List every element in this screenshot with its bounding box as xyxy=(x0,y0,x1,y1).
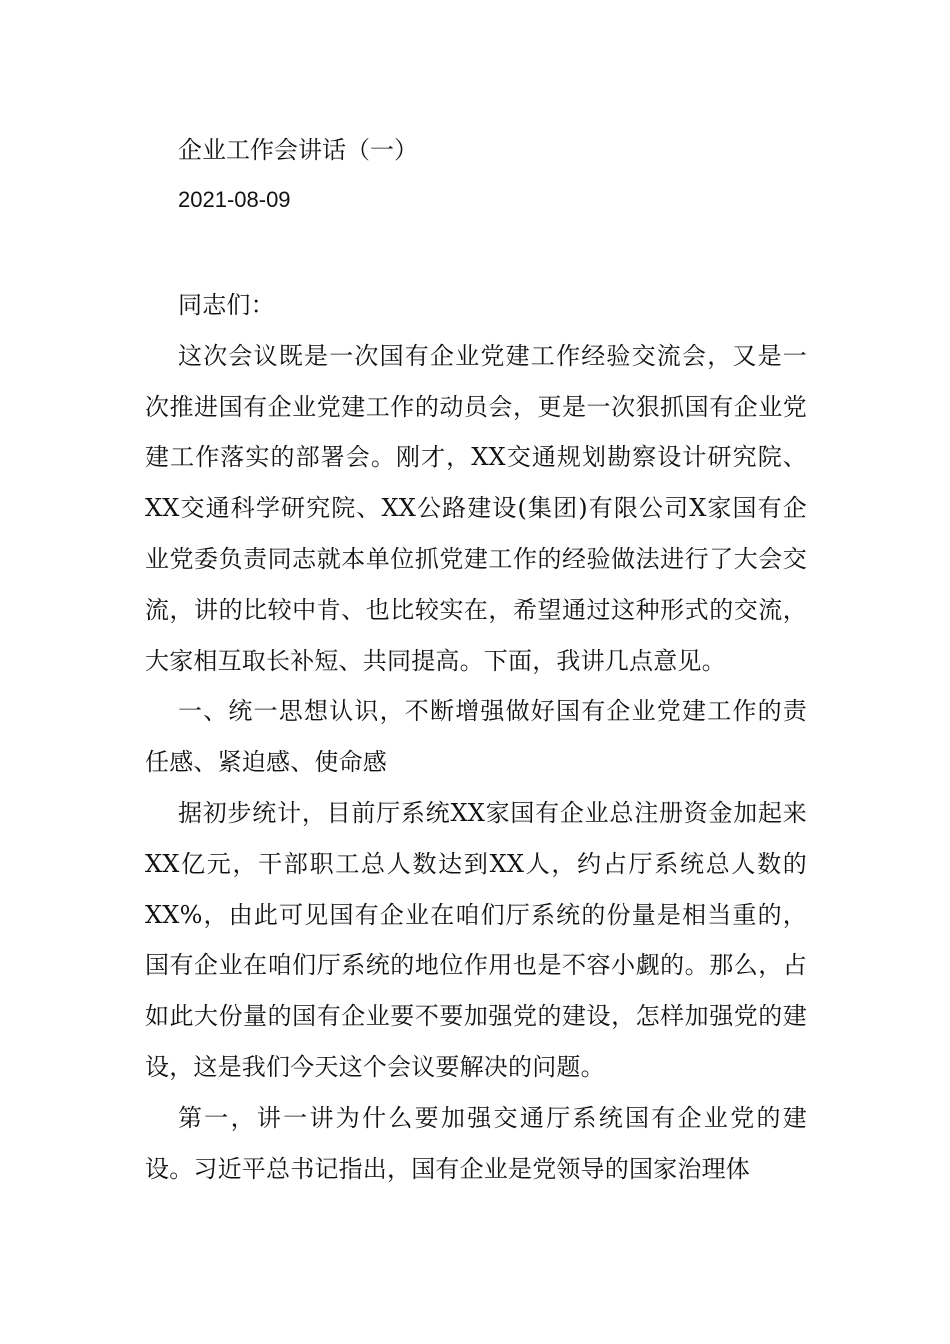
point-one-paragraph: 第一，讲一讲为什么要加强交通厅系统国有企业党的建设。习近平总书记指出，国有企业是党领导的国家治理体 xyxy=(145,1103,807,1183)
salutation-paragraph: 同志们： xyxy=(178,291,275,319)
document-body xyxy=(145,280,807,1194)
section-heading-1: 一、统一思想认识，不断增强做好国有企业党建工作的责任感、紧迫感、使命感 xyxy=(145,697,807,777)
document-date: 2021-08-09 xyxy=(178,187,291,212)
statistics-paragraph: 据初步统计，目前厅系统XX家国有企业总注册资金加起来XX亿元，干部职工总人数达到XX人，约占厅系统总人数的XX%，由此可见国有企业在咱们厅系统的份量是相当重的，国有企业在咱们厅系统的地位作用也是不容小觑的。那么，占如此大份量的国有企业要不要加强党的建设，怎样加强党的建设，这是我们今天这个会议要解决的问题。 xyxy=(145,798,807,1081)
document-title: 企业工作会讲话（一） xyxy=(178,136,418,164)
intro-paragraph: 这次会议既是一次国有企业党建工作经验交流会，又是一次推进国有企业党建工作的动员会，更是一次狠抓国有企业党建工作落实的部署会。刚才，XX交通规划勘察设计研究院、XX交通科学研究院、XX公路建设(集团)有限公司X家国有企业党委负责同志就本单位抓党建工作的经验做法进行了大会交流，讲的比较中肯、也比较实在，希望通过这种形式的交流，大家相互取长补短、共同提高。下面，我讲几点意见。 xyxy=(145,341,807,675)
